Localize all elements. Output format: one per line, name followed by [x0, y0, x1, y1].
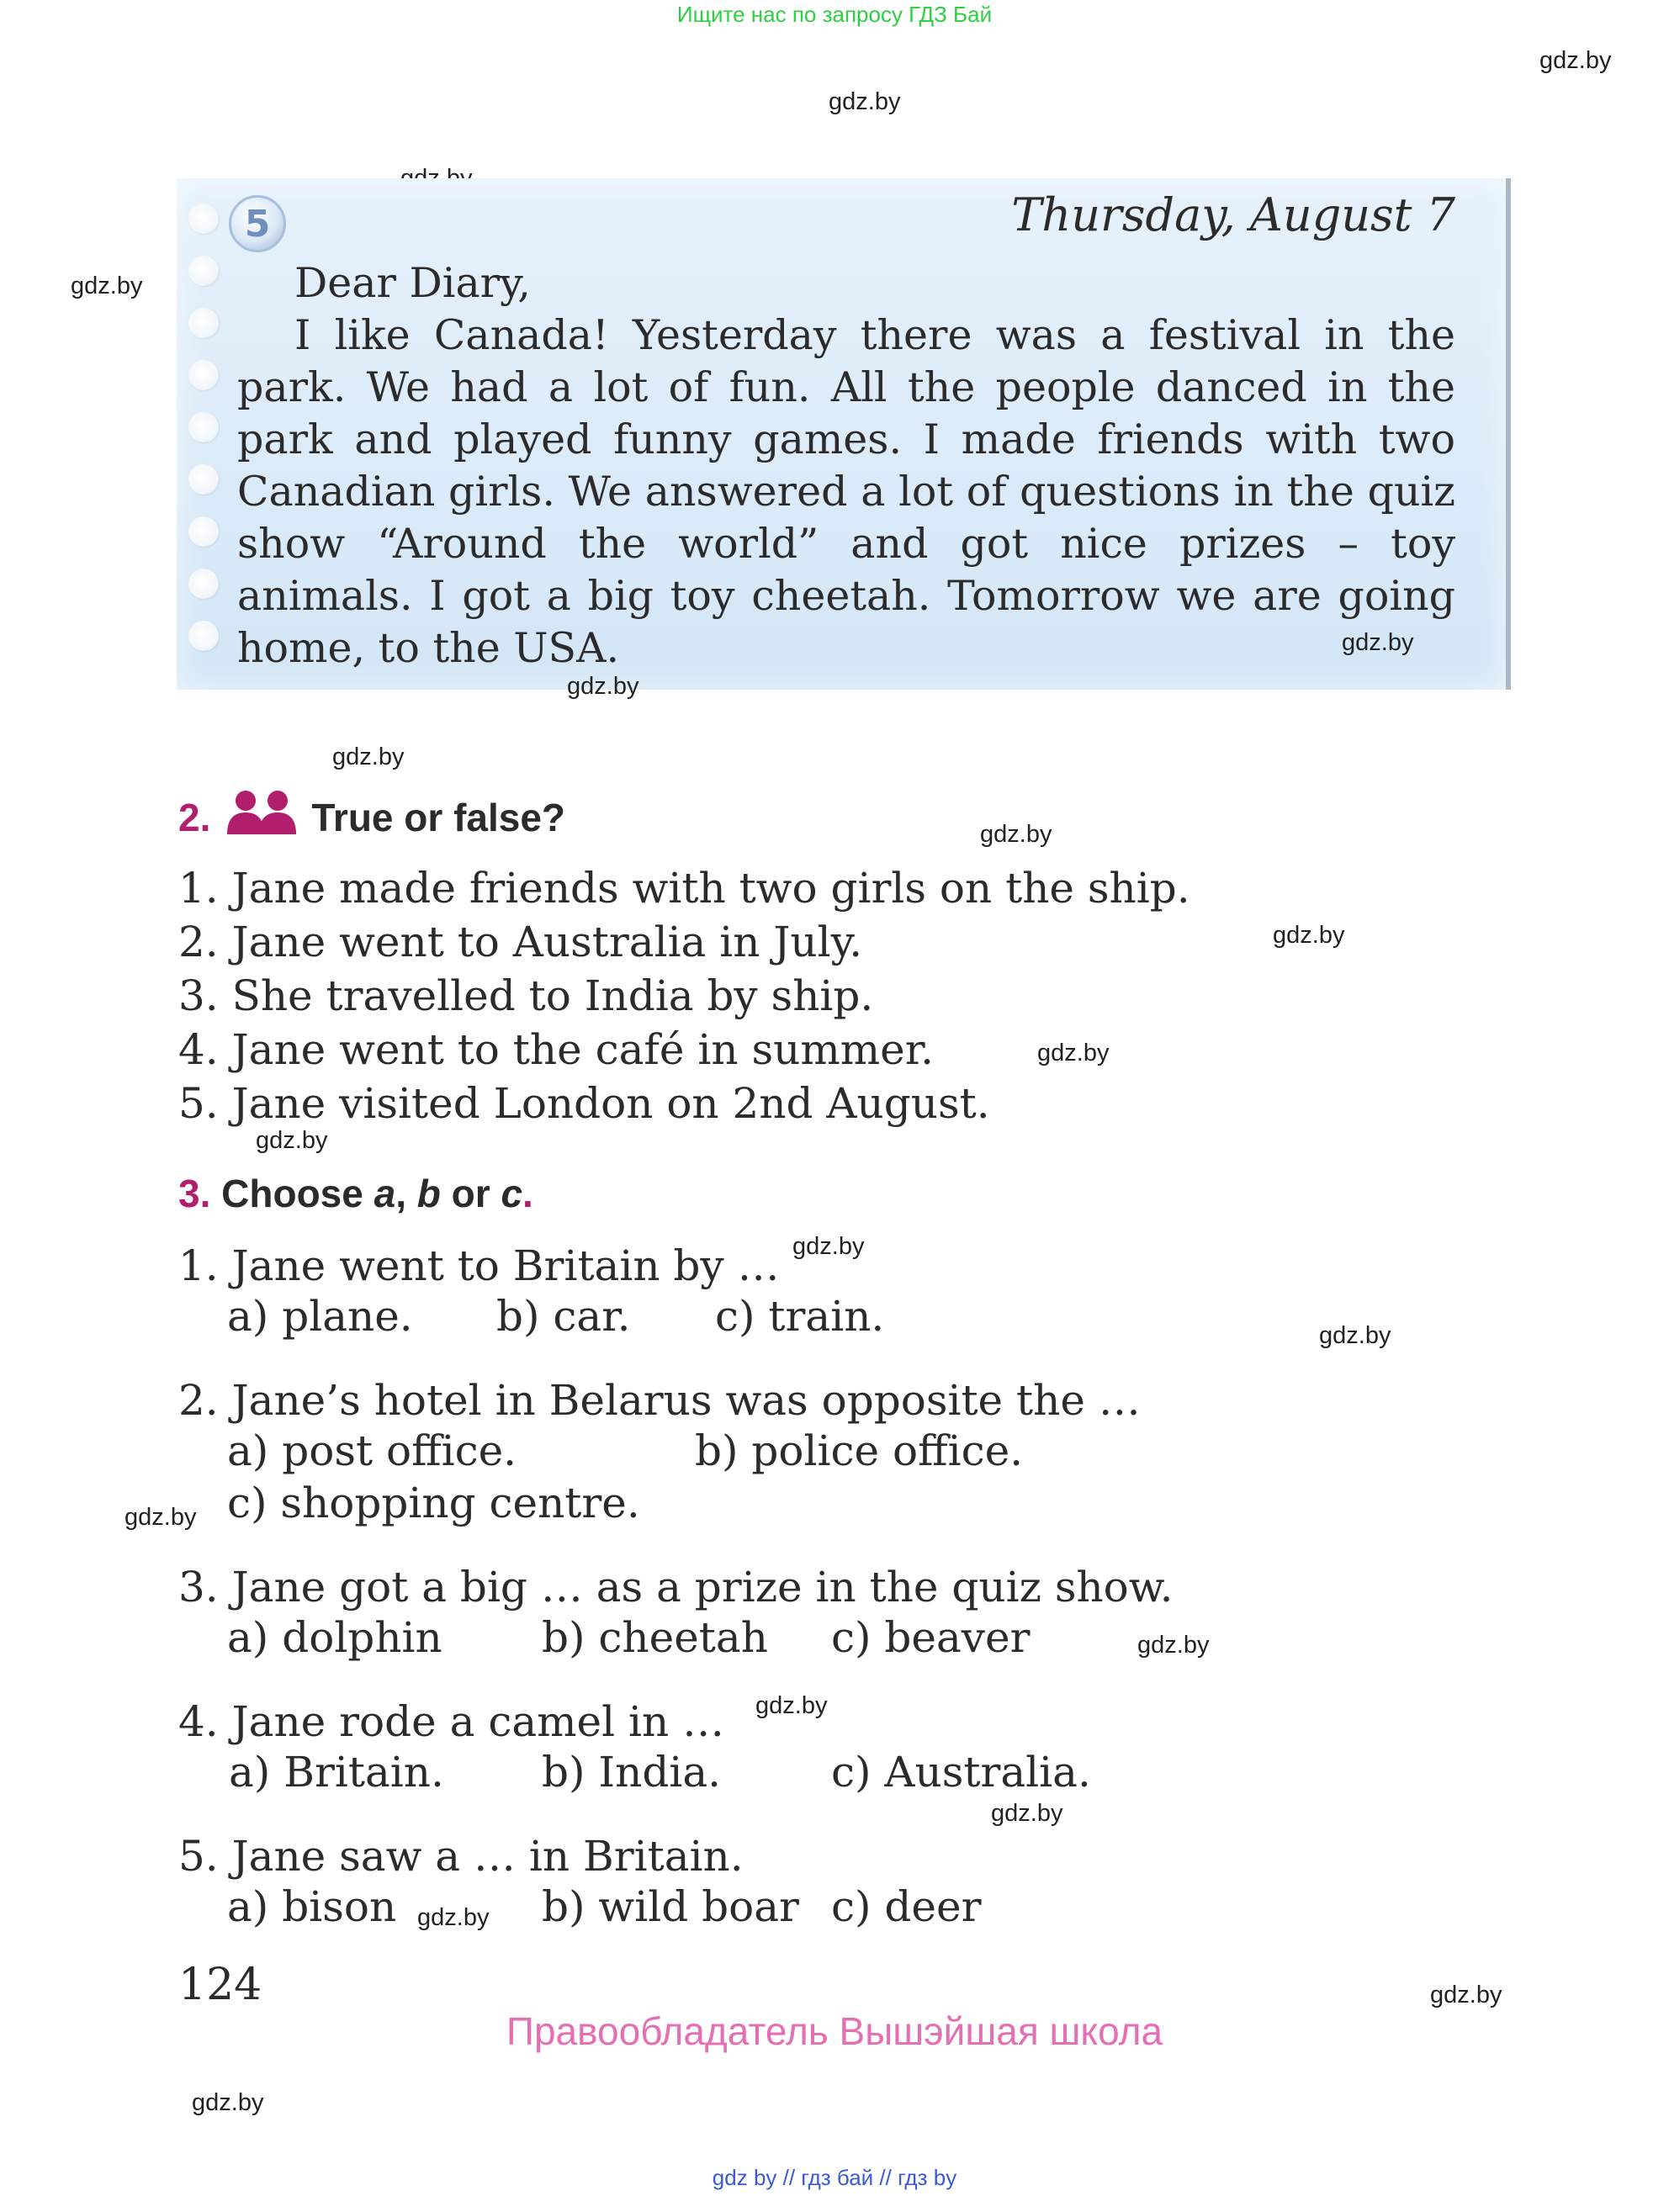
watermark: gdz.by [980, 821, 1052, 848]
diary-greeting: Dear Diary, [294, 259, 531, 307]
question-3 [178, 1561, 1174, 1613]
watermark: gdz.by [71, 273, 143, 299]
list-item: 3. She travelled to India by ship. [178, 971, 874, 1020]
option-a: a) post office. [227, 1426, 517, 1475]
footer-links[interactable]: gdz by // гдз бай // гдз by [712, 2165, 957, 2190]
option-a: a) dolphin [227, 1613, 442, 1662]
list-item: 1. Jane made friends with two girls on the ship. [178, 864, 1190, 913]
spiral-ring [188, 308, 219, 338]
copyright-notice: Правообладатель Вышэйшая школа [506, 2009, 1163, 2053]
watermark: gdz.by [1430, 1982, 1502, 2008]
title-letter-b: b [416, 1172, 441, 1215]
diary-text [237, 257, 1455, 675]
option-b: b) India. [542, 1748, 722, 1797]
entry-number-badge: 5 [229, 195, 286, 252]
spiral-ring [188, 360, 219, 390]
option-b: b) car. [496, 1292, 631, 1341]
option-b: b) cheetah [542, 1613, 768, 1662]
exercise-2-number: 2. [178, 795, 211, 839]
watermark: gdz.by [1342, 629, 1414, 656]
question-2 [178, 1374, 1141, 1426]
watermark: gdz.by [256, 1127, 328, 1154]
spiral-ring [188, 256, 219, 286]
exercise-2-title: True or false? [311, 795, 566, 839]
spiral-ring [188, 464, 219, 495]
watermark: gdz.by [1319, 1322, 1391, 1349]
option-c: c) deer [831, 1882, 982, 1931]
watermark: gdz.by [829, 88, 901, 115]
watermark: gdz.by [1273, 922, 1345, 949]
exercise-2-heading [178, 789, 565, 845]
diary-body: I like Canada! Yesterday there was a festival in the park. We had a lot of fun. All the people danced in the park and played funny games. I made friends with two Canadian girls. We answered a lot of questions in the quiz show “Around the world” and got nice prizes – toy animals. I got a big toy cheetah. Tomorrow we are going home, to the USA. [237, 311, 1455, 672]
exercise-2-list [178, 861, 1190, 1130]
watermark: gdz.by [332, 744, 405, 770]
exercise-3-number: 3. [178, 1172, 211, 1215]
title-text: Choose [221, 1172, 374, 1215]
spiral-ring [188, 516, 219, 547]
option-b: b) wild boar [542, 1882, 799, 1931]
watermark: gdz.by [991, 1800, 1063, 1827]
title-letter-c: c [501, 1172, 523, 1215]
watermark: gdz.by [1137, 1632, 1210, 1659]
list-item: 2. Jane went to Australia in July. [178, 918, 863, 966]
question-text: 3. Jane got a big … as a prize in the quiz show. [178, 1563, 1174, 1611]
question-text: 2. Jane’s hotel in Belarus was opposite the … [178, 1376, 1141, 1425]
question-4 [178, 1696, 724, 1748]
question-text: 4. Jane rode a camel in … [178, 1697, 725, 1746]
spiral-ring [188, 204, 219, 234]
exercise-3-title [221, 1172, 533, 1215]
question-5 [178, 1830, 744, 1882]
watermark: gdz.by [417, 1904, 490, 1931]
watermark: gdz.by [792, 1233, 865, 1260]
pair-work-icon [224, 789, 301, 845]
option-b: b) police office. [695, 1426, 1024, 1475]
list-item: 4. Jane went to the café in summer. [178, 1025, 935, 1074]
question-1 [178, 1240, 780, 1292]
title-letter-a: a [374, 1172, 396, 1215]
spiral-ring [188, 569, 219, 599]
option-c: c) Australia. [831, 1748, 1091, 1797]
option-a: a) Britain. [229, 1748, 444, 1797]
list-item: 5. Jane visited London on 2nd August. [178, 1079, 990, 1128]
option-c: c) train. [715, 1292, 885, 1341]
top-banner: Ищите нас по запросу ГДЗ Бай [676, 2, 993, 27]
spiral-ring [188, 621, 219, 651]
exercise-3-heading [178, 1171, 533, 1216]
option-c: c) beaver [831, 1613, 1031, 1662]
option-a: a) bison [227, 1882, 397, 1931]
question-text: 1. Jane went to Britain by … [178, 1241, 780, 1290]
title-text: . [522, 1172, 533, 1215]
spiral-ring [188, 412, 219, 442]
question-text: 5. Jane saw a … in Britain. [178, 1832, 744, 1881]
watermark: gdz.by [1037, 1040, 1110, 1066]
page-number: 124 [178, 1960, 262, 2010]
watermark: gdz.by [1539, 47, 1612, 74]
option-c: c) shopping centre. [227, 1479, 640, 1527]
title-text: or [440, 1172, 501, 1215]
watermark: gdz.by [567, 673, 639, 700]
diary-card [177, 178, 1511, 690]
option-a: a) plane. [227, 1292, 413, 1341]
title-text: , [395, 1172, 417, 1215]
watermark: gdz.by [192, 2089, 264, 2116]
watermark: gdz.by [125, 1504, 197, 1531]
diary-date: Thursday, August 7 [1011, 188, 1455, 241]
watermark: gdz.by [755, 1692, 828, 1719]
